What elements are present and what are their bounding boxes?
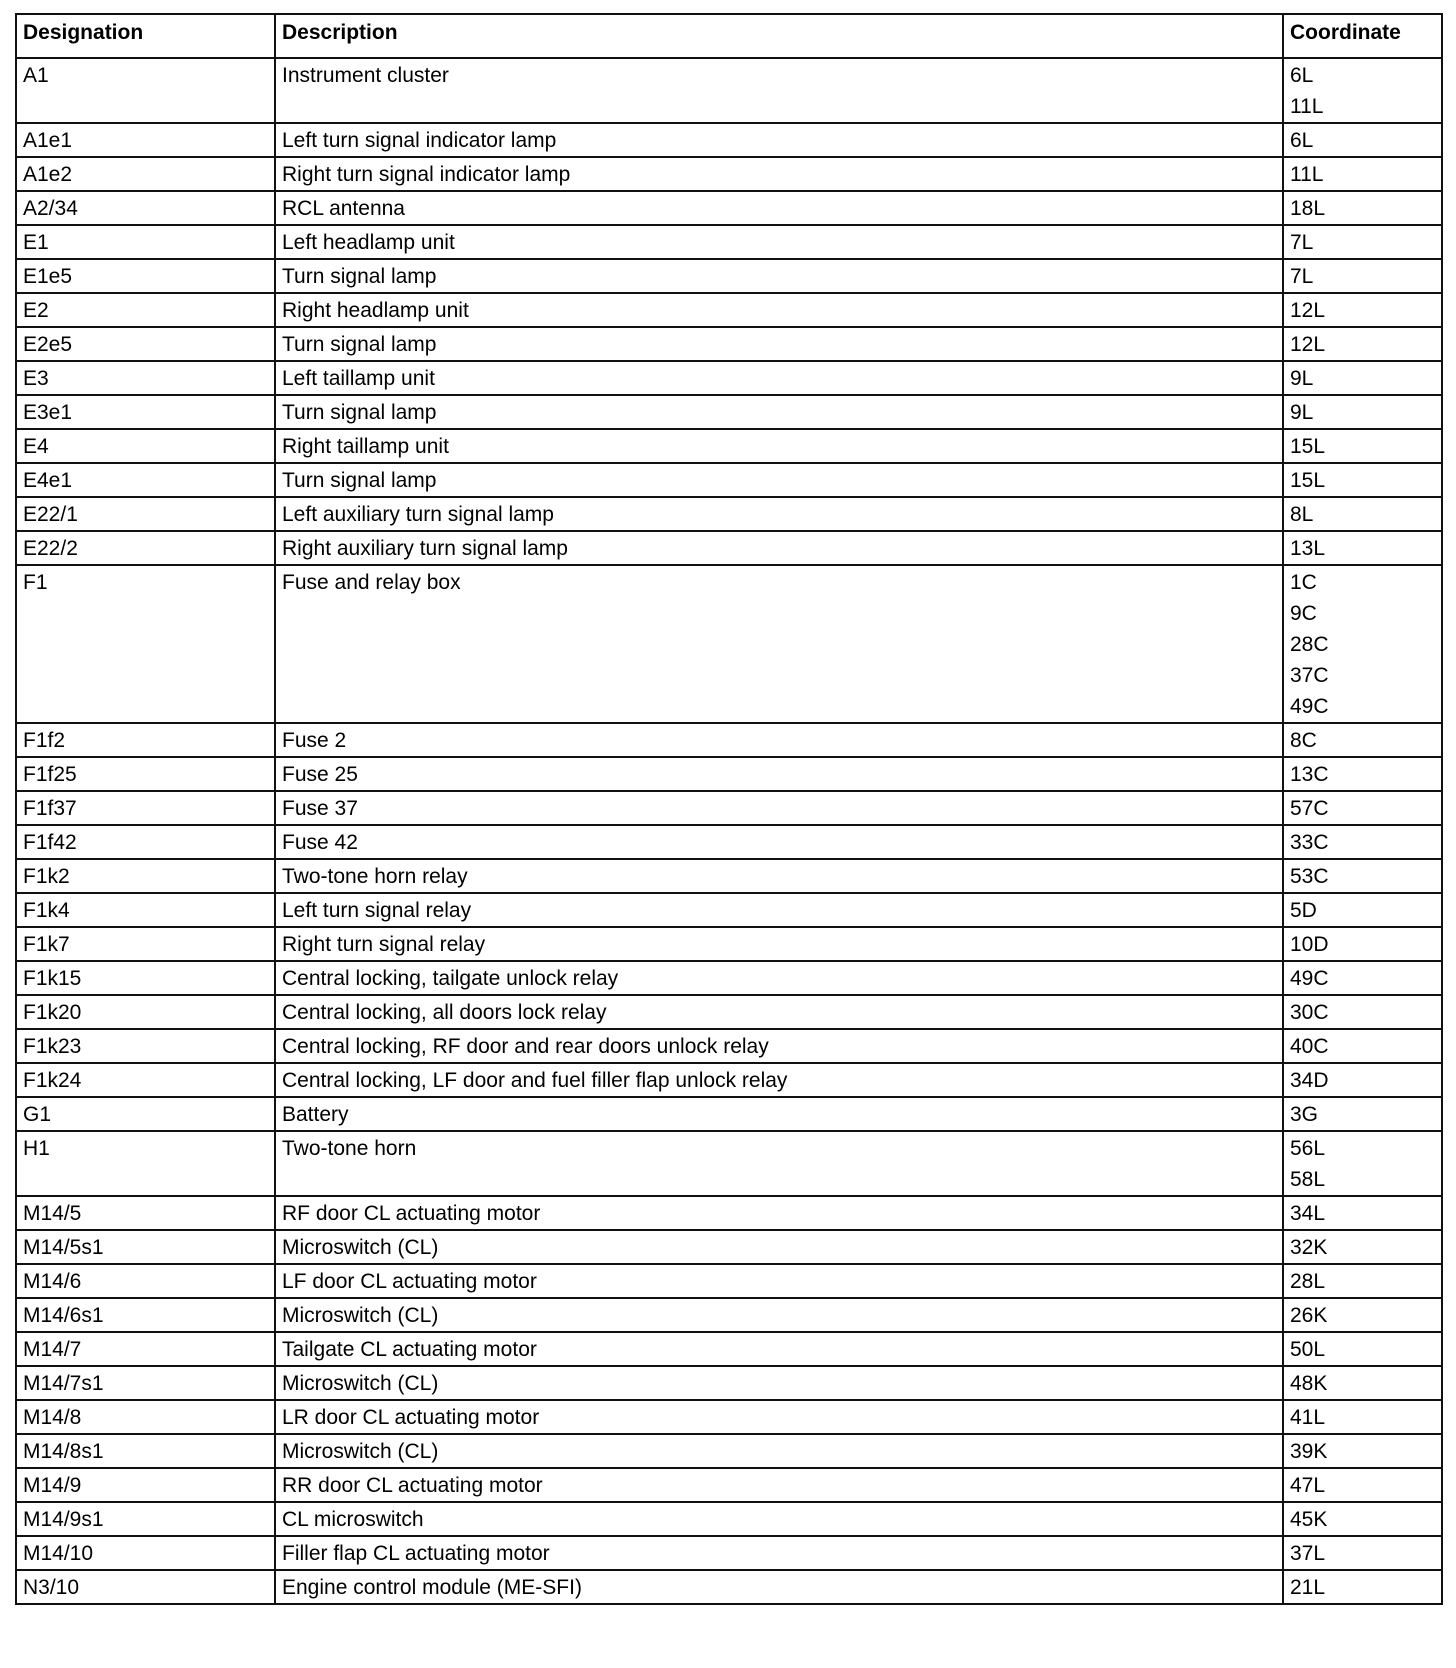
coordinate-cell bbox=[1283, 1536, 1442, 1570]
coordinate-value: 18L bbox=[1290, 197, 1326, 220]
coordinate-cell bbox=[1283, 1400, 1442, 1434]
designation-cell: M14/9 bbox=[16, 1468, 275, 1502]
table-row bbox=[16, 995, 1442, 1029]
designation-cell: M14/6s1 bbox=[16, 1298, 275, 1332]
table-row bbox=[16, 327, 1442, 361]
designation-cell: M14/8 bbox=[16, 1400, 275, 1434]
coordinate-value: 7L bbox=[1290, 231, 1314, 254]
description-cell: RF door CL actuating motor bbox=[275, 1196, 1283, 1230]
column-header-coordinate: Coordinate bbox=[1283, 14, 1442, 58]
description-cell: Fuse 2 bbox=[275, 723, 1283, 757]
table-row bbox=[16, 531, 1442, 565]
coordinate-value: 15L bbox=[1290, 469, 1326, 492]
table-row bbox=[16, 1196, 1442, 1230]
coordinate-cell bbox=[1283, 531, 1442, 565]
coordinate-value: 58L bbox=[1290, 1168, 1326, 1191]
column-header-description: Description bbox=[275, 14, 1283, 58]
description-cell: Fuse and relay box bbox=[275, 565, 1283, 723]
designation-cell: A2/34 bbox=[16, 191, 275, 225]
coordinate-value: 37C bbox=[1290, 664, 1329, 687]
coordinate-cell bbox=[1283, 791, 1442, 825]
coordinate-value: 10D bbox=[1290, 933, 1329, 956]
coordinate-cell bbox=[1283, 191, 1442, 225]
coordinate-cell bbox=[1283, 893, 1442, 927]
coordinate-cell bbox=[1283, 327, 1442, 361]
coordinate-cell bbox=[1283, 1468, 1442, 1502]
coordinate-cell bbox=[1283, 1097, 1442, 1131]
description-cell: Two-tone horn bbox=[275, 1131, 1283, 1196]
designation-cell: M14/5 bbox=[16, 1196, 275, 1230]
table-row bbox=[16, 463, 1442, 497]
description-cell: Turn signal lamp bbox=[275, 395, 1283, 429]
designation-cell: E2e5 bbox=[16, 327, 275, 361]
designation-cell: F1f37 bbox=[16, 791, 275, 825]
table-row bbox=[16, 1264, 1442, 1298]
designation-cell: E4e1 bbox=[16, 463, 275, 497]
coordinate-cell bbox=[1283, 1029, 1442, 1063]
designation-cell: E4 bbox=[16, 429, 275, 463]
table-row bbox=[16, 927, 1442, 961]
designation-cell: F1f2 bbox=[16, 723, 275, 757]
designation-cell: F1k2 bbox=[16, 859, 275, 893]
description-cell: Right taillamp unit bbox=[275, 429, 1283, 463]
coordinate-value: 13L bbox=[1290, 537, 1326, 560]
description-cell: Left turn signal indicator lamp bbox=[275, 123, 1283, 157]
coordinate-cell bbox=[1283, 723, 1442, 757]
designation-cell: F1k4 bbox=[16, 893, 275, 927]
designation-cell: M14/5s1 bbox=[16, 1230, 275, 1264]
coordinate-cell bbox=[1283, 497, 1442, 531]
table-row bbox=[16, 429, 1442, 463]
description-cell: Turn signal lamp bbox=[275, 259, 1283, 293]
designation-cell: M14/6 bbox=[16, 1264, 275, 1298]
description-cell: Central locking, tailgate unlock relay bbox=[275, 961, 1283, 995]
coordinate-value: 8C bbox=[1290, 729, 1317, 752]
table-row bbox=[16, 395, 1442, 429]
coordinate-value: 11L bbox=[1290, 95, 1324, 118]
designation-cell: F1 bbox=[16, 565, 275, 723]
description-cell: Central locking, RF door and rear doors unlock relay bbox=[275, 1029, 1283, 1063]
description-cell: Right turn signal indicator lamp bbox=[275, 157, 1283, 191]
coordinate-value: 26K bbox=[1290, 1304, 1328, 1327]
coordinate-cell bbox=[1283, 123, 1442, 157]
coordinate-cell bbox=[1283, 1264, 1442, 1298]
description-cell: Right headlamp unit bbox=[275, 293, 1283, 327]
coordinate-cell bbox=[1283, 361, 1442, 395]
table-row bbox=[16, 565, 1442, 723]
coordinate-value: 57C bbox=[1290, 797, 1329, 820]
description-cell: Fuse 42 bbox=[275, 825, 1283, 859]
coordinate-cell bbox=[1283, 225, 1442, 259]
description-cell: LF door CL actuating motor bbox=[275, 1264, 1283, 1298]
coordinate-value: 28L bbox=[1290, 1270, 1326, 1293]
component-legend-table bbox=[15, 13, 1443, 1605]
table-row bbox=[16, 225, 1442, 259]
table-row bbox=[16, 1570, 1442, 1604]
coordinate-cell bbox=[1283, 157, 1442, 191]
description-cell: Filler flap CL actuating motor bbox=[275, 1536, 1283, 1570]
designation-cell: M14/7 bbox=[16, 1332, 275, 1366]
table-row bbox=[16, 1131, 1442, 1196]
designation-cell: F1k23 bbox=[16, 1029, 275, 1063]
coordinate-cell bbox=[1283, 1131, 1442, 1196]
coordinate-cell bbox=[1283, 429, 1442, 463]
coordinate-cell bbox=[1283, 293, 1442, 327]
coordinate-cell bbox=[1283, 565, 1442, 723]
coordinate-value: 13C bbox=[1290, 763, 1329, 786]
designation-cell: M14/7s1 bbox=[16, 1366, 275, 1400]
coordinate-cell bbox=[1283, 1196, 1442, 1230]
coordinate-cell bbox=[1283, 1063, 1442, 1097]
coordinate-cell bbox=[1283, 961, 1442, 995]
table-row bbox=[16, 191, 1442, 225]
description-cell: Left turn signal relay bbox=[275, 893, 1283, 927]
coordinate-value: 3G bbox=[1290, 1103, 1319, 1126]
coordinate-cell bbox=[1283, 58, 1442, 123]
table-row bbox=[16, 791, 1442, 825]
table-row bbox=[16, 893, 1442, 927]
coordinate-value: 28C bbox=[1290, 633, 1329, 656]
designation-cell: F1f25 bbox=[16, 757, 275, 791]
description-cell: Right turn signal relay bbox=[275, 927, 1283, 961]
table-row bbox=[16, 1434, 1442, 1468]
designation-cell: M14/9s1 bbox=[16, 1502, 275, 1536]
table-row bbox=[16, 1468, 1442, 1502]
coordinate-value: 9L bbox=[1290, 401, 1314, 424]
table-row bbox=[16, 259, 1442, 293]
coordinate-cell bbox=[1283, 1298, 1442, 1332]
coordinate-cell bbox=[1283, 1502, 1442, 1536]
coordinate-value: 21L bbox=[1290, 1576, 1326, 1599]
coordinate-value: 30C bbox=[1290, 1001, 1329, 1024]
designation-cell: E1 bbox=[16, 225, 275, 259]
table-row bbox=[16, 293, 1442, 327]
table-row bbox=[16, 723, 1442, 757]
description-cell: Microswitch (CL) bbox=[275, 1434, 1283, 1468]
designation-cell: F1k20 bbox=[16, 995, 275, 1029]
coordinate-value: 37L bbox=[1290, 1542, 1326, 1565]
table-row bbox=[16, 1502, 1442, 1536]
coordinate-value: 11L bbox=[1290, 163, 1324, 186]
designation-cell: M14/8s1 bbox=[16, 1434, 275, 1468]
designation-cell: A1e1 bbox=[16, 123, 275, 157]
coordinate-cell bbox=[1283, 927, 1442, 961]
designation-cell: F1k7 bbox=[16, 927, 275, 961]
designation-cell: E1e5 bbox=[16, 259, 275, 293]
table-row bbox=[16, 1063, 1442, 1097]
coordinate-value: 12L bbox=[1290, 299, 1326, 322]
table-row bbox=[16, 497, 1442, 531]
coordinate-cell bbox=[1283, 757, 1442, 791]
coordinate-value: 34D bbox=[1290, 1069, 1329, 1092]
description-cell: RR door CL actuating motor bbox=[275, 1468, 1283, 1502]
coordinate-value: 49C bbox=[1290, 695, 1329, 718]
table-row bbox=[16, 1230, 1442, 1264]
designation-cell: E3 bbox=[16, 361, 275, 395]
description-cell: Engine control module (ME-SFI) bbox=[275, 1570, 1283, 1604]
table-row bbox=[16, 1366, 1442, 1400]
coordinate-value: 7L bbox=[1290, 265, 1314, 288]
table-row bbox=[16, 859, 1442, 893]
description-cell: Turn signal lamp bbox=[275, 327, 1283, 361]
coordinate-cell bbox=[1283, 1332, 1442, 1366]
table-body bbox=[16, 58, 1442, 1604]
coordinate-cell bbox=[1283, 995, 1442, 1029]
table-row bbox=[16, 157, 1442, 191]
coordinate-cell bbox=[1283, 1366, 1442, 1400]
designation-cell: A1 bbox=[16, 58, 275, 123]
coordinate-value: 15L bbox=[1290, 435, 1326, 458]
designation-cell: E2 bbox=[16, 293, 275, 327]
designation-cell: F1f42 bbox=[16, 825, 275, 859]
coordinate-value: 53C bbox=[1290, 865, 1329, 888]
description-cell: LR door CL actuating motor bbox=[275, 1400, 1283, 1434]
table-row bbox=[16, 825, 1442, 859]
description-cell: Right auxiliary turn signal lamp bbox=[275, 531, 1283, 565]
coordinate-value: 6L bbox=[1290, 64, 1314, 87]
coordinate-value: 5D bbox=[1290, 899, 1317, 922]
table-row bbox=[16, 961, 1442, 995]
coordinate-value: 48K bbox=[1290, 1372, 1328, 1395]
description-cell: Central locking, LF door and fuel filler flap unlock relay bbox=[275, 1063, 1283, 1097]
coordinate-value: 9L bbox=[1290, 367, 1314, 390]
coordinate-value: 45K bbox=[1290, 1508, 1328, 1531]
coordinate-cell bbox=[1283, 463, 1442, 497]
description-cell: Instrument cluster bbox=[275, 58, 1283, 123]
designation-cell: F1k24 bbox=[16, 1063, 275, 1097]
coordinate-value: 39K bbox=[1290, 1440, 1328, 1463]
table-header-row bbox=[16, 14, 1442, 58]
description-cell: Left taillamp unit bbox=[275, 361, 1283, 395]
coordinate-value: 9C bbox=[1290, 602, 1317, 625]
coordinate-value: 32K bbox=[1290, 1236, 1328, 1259]
description-cell: Turn signal lamp bbox=[275, 463, 1283, 497]
table-row bbox=[16, 1029, 1442, 1063]
designation-cell: E22/1 bbox=[16, 497, 275, 531]
designation-cell: E3e1 bbox=[16, 395, 275, 429]
coordinate-cell bbox=[1283, 825, 1442, 859]
coordinate-value: 8L bbox=[1290, 503, 1314, 526]
coordinate-value: 1C bbox=[1290, 571, 1317, 594]
designation-cell: A1e2 bbox=[16, 157, 275, 191]
description-cell: Two-tone horn relay bbox=[275, 859, 1283, 893]
description-cell: Microswitch (CL) bbox=[275, 1366, 1283, 1400]
table-row bbox=[16, 1400, 1442, 1434]
table-row bbox=[16, 361, 1442, 395]
description-cell: Central locking, all doors lock relay bbox=[275, 995, 1283, 1029]
description-cell: Battery bbox=[275, 1097, 1283, 1131]
table-row bbox=[16, 1097, 1442, 1131]
description-cell: Fuse 25 bbox=[275, 757, 1283, 791]
table-row bbox=[16, 757, 1442, 791]
designation-cell: H1 bbox=[16, 1131, 275, 1196]
coordinate-value: 56L bbox=[1290, 1137, 1326, 1160]
coordinate-cell bbox=[1283, 395, 1442, 429]
description-cell: Tailgate CL actuating motor bbox=[275, 1332, 1283, 1366]
column-header-designation: Designation bbox=[16, 14, 275, 58]
coordinate-value: 41L bbox=[1290, 1406, 1326, 1429]
designation-cell: E22/2 bbox=[16, 531, 275, 565]
table-row bbox=[16, 1332, 1442, 1366]
description-cell: Left headlamp unit bbox=[275, 225, 1283, 259]
coordinate-value: 12L bbox=[1290, 333, 1326, 356]
designation-cell: G1 bbox=[16, 1097, 275, 1131]
designation-cell: F1k15 bbox=[16, 961, 275, 995]
table-row bbox=[16, 123, 1442, 157]
description-cell: Microswitch (CL) bbox=[275, 1298, 1283, 1332]
coordinate-cell bbox=[1283, 859, 1442, 893]
description-cell: RCL antenna bbox=[275, 191, 1283, 225]
coordinate-value: 6L bbox=[1290, 129, 1314, 152]
table-row bbox=[16, 1298, 1442, 1332]
coordinate-value: 34L bbox=[1290, 1202, 1326, 1225]
coordinate-cell bbox=[1283, 1230, 1442, 1264]
designation-cell: M14/10 bbox=[16, 1536, 275, 1570]
coordinate-cell bbox=[1283, 1434, 1442, 1468]
coordinate-value: 49C bbox=[1290, 967, 1329, 990]
table-row bbox=[16, 58, 1442, 123]
coordinate-value: 33C bbox=[1290, 831, 1329, 854]
coordinate-value: 50L bbox=[1290, 1338, 1326, 1361]
coordinate-cell bbox=[1283, 1570, 1442, 1604]
designation-cell: N3/10 bbox=[16, 1570, 275, 1604]
description-cell: Microswitch (CL) bbox=[275, 1230, 1283, 1264]
coordinate-value: 40C bbox=[1290, 1035, 1329, 1058]
table-row bbox=[16, 1536, 1442, 1570]
description-cell: Left auxiliary turn signal lamp bbox=[275, 497, 1283, 531]
description-cell: Fuse 37 bbox=[275, 791, 1283, 825]
coordinate-value: 47L bbox=[1290, 1474, 1326, 1497]
description-cell: CL microswitch bbox=[275, 1502, 1283, 1536]
coordinate-cell bbox=[1283, 259, 1442, 293]
